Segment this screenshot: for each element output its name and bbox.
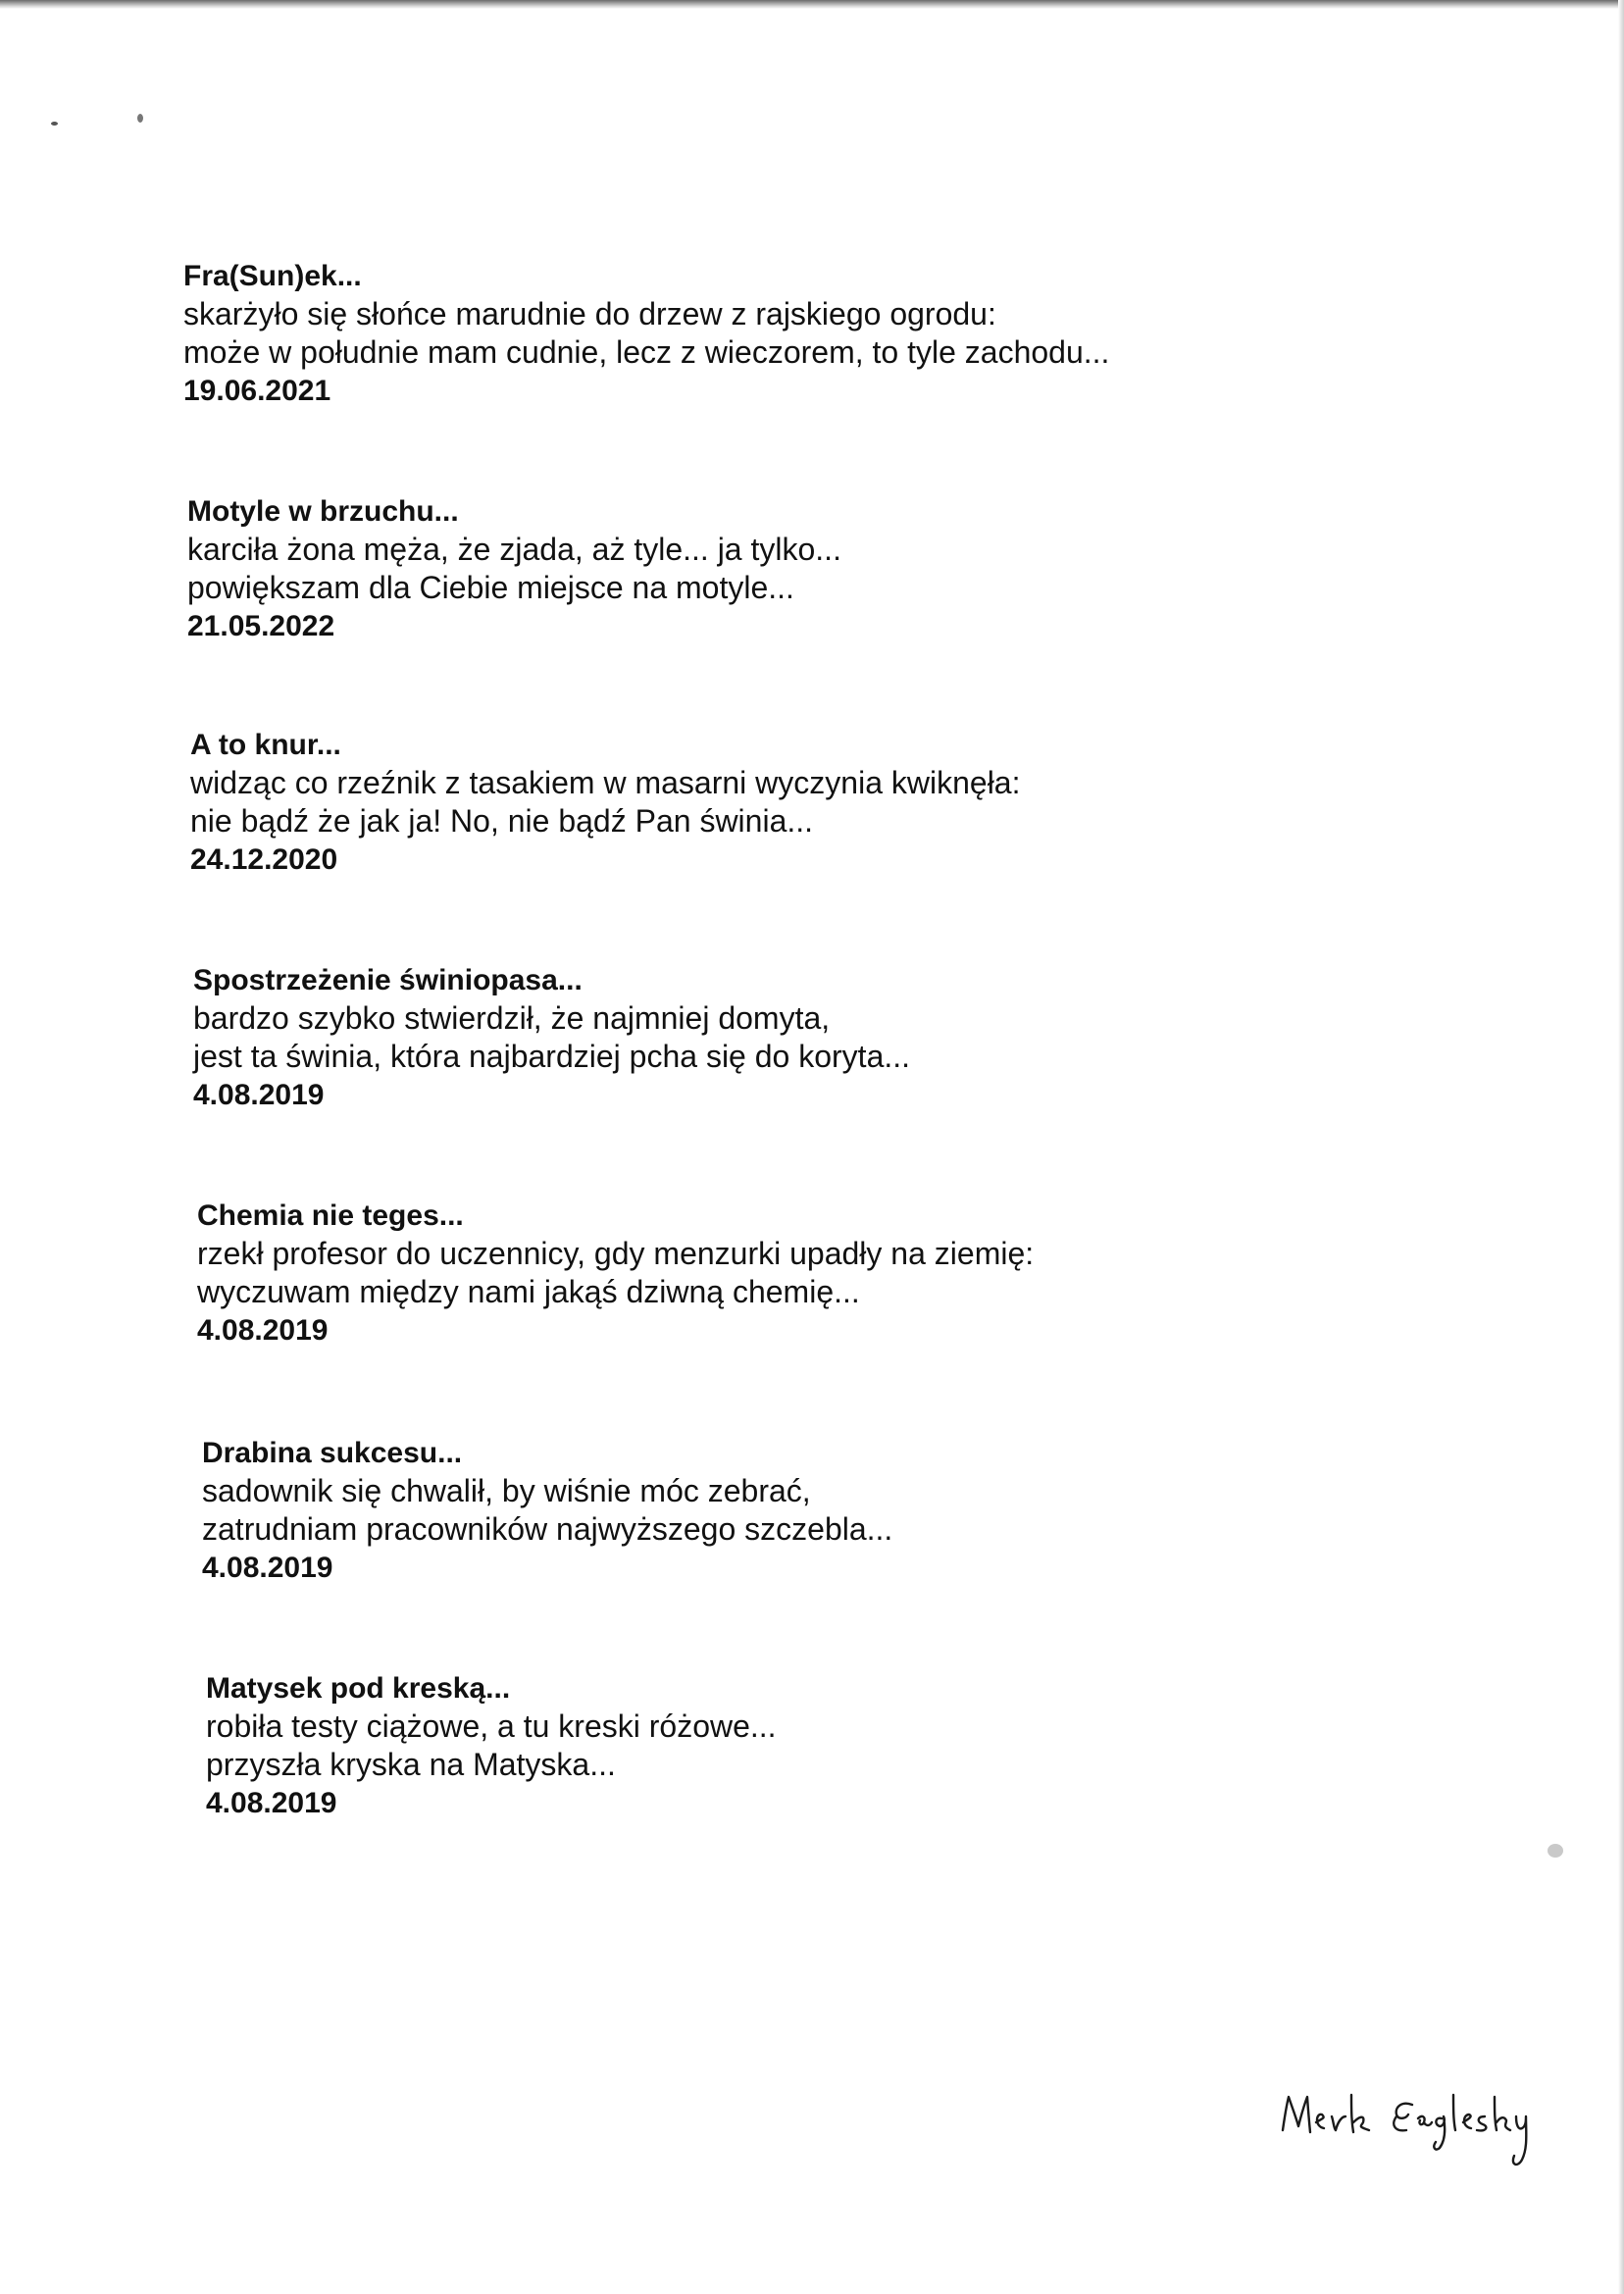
poem-date: 24.12.2020 xyxy=(190,843,338,876)
poem-entry xyxy=(193,961,1223,1114)
poem-title: Chemia nie teges... xyxy=(197,1199,464,1232)
poem-line: karciła żona męża, że zjada, aż tyle... ja tylko... xyxy=(187,532,841,567)
poem-line: skarżyło się słońce marudnie do drzew z rajskiego ogrodu: xyxy=(183,296,996,331)
poem-entry xyxy=(197,1197,1227,1350)
handwritten-signature xyxy=(1275,2069,1530,2177)
scan-right-edge xyxy=(1618,0,1624,2294)
poem-entry xyxy=(183,257,1213,410)
poem-title: Matysek pod kreską... xyxy=(206,1672,511,1705)
poem-date: 21.05.2022 xyxy=(187,610,335,642)
poem-line: powiększam dla Ciebie miejsce na motyle... xyxy=(187,570,794,605)
scan-top-edge xyxy=(0,0,1624,9)
poem-line: jest ta świnia, która najbardziej pcha się do koryta... xyxy=(193,1039,911,1074)
poem-line: wyczuwam między nami jakąś dziwną chemię... xyxy=(197,1274,860,1309)
poem-title: Fra(Sun)ek... xyxy=(183,260,362,292)
poem-line: rzekł profesor do uczennicy, gdy menzurki upadły na ziemię: xyxy=(197,1236,1035,1271)
scan-speck xyxy=(51,122,58,126)
scan-speck xyxy=(1548,1844,1563,1858)
poem-date: 4.08.2019 xyxy=(197,1314,329,1347)
poem-line: sadownik się chwalił, by wiśnie móc zebrać, xyxy=(202,1473,811,1508)
poem-title: Spostrzeżenie świniopasa... xyxy=(193,964,583,996)
poem-line: przyszła kryska na Matyska... xyxy=(206,1747,616,1782)
poem-title: A to knur... xyxy=(190,729,341,761)
poem-entry xyxy=(190,726,1220,879)
poem-date: 4.08.2019 xyxy=(193,1079,325,1111)
poem-title: Drabina sukcesu... xyxy=(202,1437,463,1469)
poem-date: 4.08.2019 xyxy=(202,1552,333,1584)
poem-entry xyxy=(187,492,1217,645)
poem-entry xyxy=(206,1669,1236,1822)
scan-speck xyxy=(137,114,143,123)
poem-line: widząc co rzeźnik z tasakiem w masarni wyczynia kwiknęła: xyxy=(190,765,1021,800)
poem-line: może w południe mam cudnie, lecz z wieczorem, to tyle zachodu... xyxy=(183,334,1110,370)
poem-line: bardzo szybko stwierdził, że najmniej domyta, xyxy=(193,1000,831,1036)
poem-line: zatrudniam pracowników najwyższego szczebla... xyxy=(202,1511,893,1547)
poem-line: nie bądź że jak ja! No, nie bądź Pan świnia... xyxy=(190,803,814,839)
poem-date: 19.06.2021 xyxy=(183,375,331,407)
poem-date: 4.08.2019 xyxy=(206,1787,337,1819)
poem-entry xyxy=(202,1434,1232,1587)
poem-title: Motyle w brzuchu... xyxy=(187,495,459,528)
poem-line: robiła testy ciążowe, a tu kreski różowe... xyxy=(206,1708,777,1744)
